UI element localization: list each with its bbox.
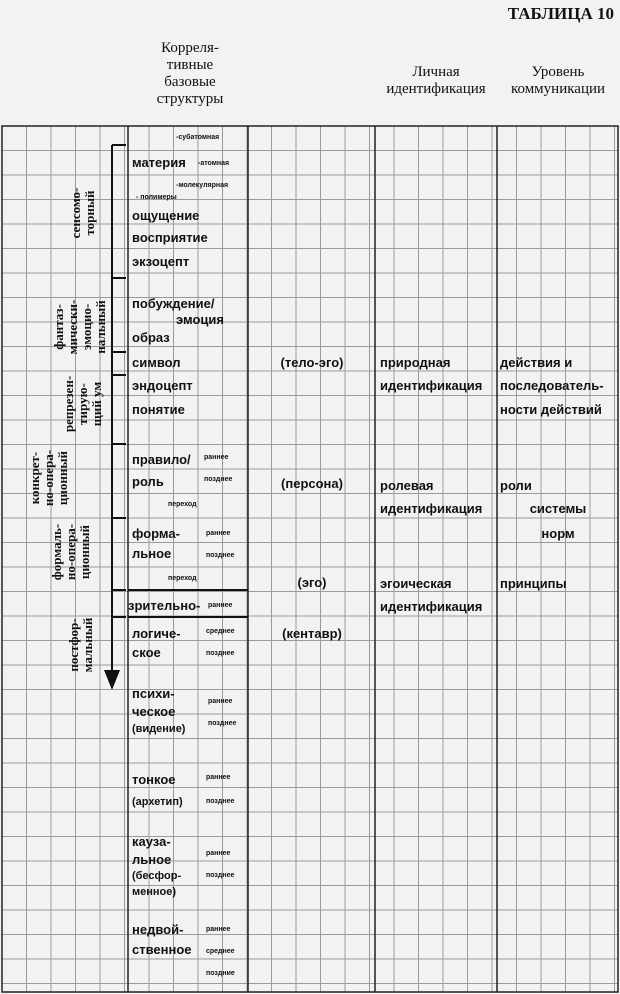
communication-header: Уровень коммуникации <box>510 64 606 97</box>
roles-label: роли <box>500 478 532 493</box>
psychic-label-1: психи- <box>132 686 175 701</box>
rule-label: правило/ <box>132 452 191 467</box>
table-title: ТАБЛИЦА 10 <box>507 4 614 23</box>
systems-label-2: норм <box>541 526 575 541</box>
role-label: роль <box>132 474 164 489</box>
concept-label: понятие <box>132 402 185 417</box>
endocept-label: эндоцепт <box>132 378 193 393</box>
impulse-label: побуждение/ <box>132 296 215 311</box>
actions-label-1: действия и <box>500 355 573 370</box>
transition-1-label: переход <box>168 501 197 508</box>
causal-label-4: менное) <box>132 886 177 898</box>
formal-label-2: льное <box>132 546 172 561</box>
vision-logic-label: зрительно- <box>128 598 201 613</box>
stage-postformal: постфор- мальный <box>66 617 95 673</box>
natural-id-label-2: идентификация <box>380 378 483 393</box>
principles-label: принципы <box>500 576 567 591</box>
subtle-early-label: раннее <box>206 774 231 781</box>
structures-header: Корреля- тивные базовые структуры <box>156 40 224 107</box>
stage-fantasmic: фантаз- мически- эмоцио- нальный <box>51 299 108 355</box>
psychic-label-2: ческое <box>132 704 176 719</box>
stage-concrete: конкрет- но-опера- ционный <box>27 449 70 507</box>
actions-label-2: последователь- <box>500 378 604 393</box>
logical-label-1: логиче- <box>132 626 181 641</box>
formal-late-label: позднее <box>206 552 235 559</box>
identification-header: Личная идентификация <box>386 64 486 97</box>
role-id-label-2: идентификация <box>380 501 483 516</box>
nondual-middle-label: среднее <box>206 948 235 955</box>
transition-2-label: переход <box>168 575 197 582</box>
vision-early-label: раннее <box>208 602 233 609</box>
formal-label-1: форма- <box>132 526 180 541</box>
psychic-late-label: позднее <box>208 720 237 727</box>
molecular-label: -молекулярная <box>176 182 229 189</box>
rule-late-label: позднее <box>204 476 233 483</box>
causal-early-label: раннее <box>206 850 231 857</box>
image-label: образ <box>132 330 170 345</box>
stage-formal: формаль- но-опера- ционный <box>49 523 92 581</box>
nondual-label-2: ственное <box>132 942 192 957</box>
logical-late-label: позднее <box>206 650 235 657</box>
polymers-label: - полимеры <box>136 194 177 201</box>
nondual-label-1: недвой- <box>132 922 184 937</box>
logical-middle-label: среднее <box>206 628 235 635</box>
role-id-label-1: ролевая <box>380 478 434 493</box>
systems-label-1: системы <box>529 501 587 516</box>
causal-label-1: кауза- <box>132 834 171 849</box>
causal-label-2: льное <box>132 852 172 867</box>
exocept-label: экзоцепт <box>132 254 190 269</box>
formal-early-label: раннее <box>206 530 231 537</box>
stage-sensomotor: сенсомо- торный <box>68 187 97 239</box>
egoic-id-label-1: эгоическая <box>380 576 452 591</box>
centaur-label: (кентавр) <box>282 626 342 641</box>
rule-early-label: раннее <box>204 454 229 461</box>
subtle-late-label: позднее <box>206 798 235 805</box>
emotion-label: эмоция <box>176 312 224 327</box>
matter-label: материя <box>132 155 186 170</box>
psychic-label-3: (видение) <box>132 723 186 735</box>
atomic-label: -атомная <box>198 160 230 167</box>
causal-label-3: (бесфор- <box>132 870 182 882</box>
subtle-label-2: (архетип) <box>132 796 183 808</box>
logical-label-2: ское <box>132 645 161 660</box>
natural-id-label-1: природная <box>380 355 451 370</box>
nondual-late-label: поздние <box>206 970 235 977</box>
stage-representing: репрезен- тирую- щий ум <box>61 375 104 433</box>
symbol-label: символ <box>132 355 181 370</box>
nondual-early-label: раннее <box>206 926 231 933</box>
causal-late-label: позднее <box>206 872 235 879</box>
ego-label: (эго) <box>297 575 327 590</box>
actions-label-3: ности действий <box>500 402 602 417</box>
table-border <box>2 126 618 992</box>
subtle-label-1: тонкое <box>132 772 176 787</box>
perception-label: восприятие <box>132 230 208 245</box>
egoic-id-label-2: идентификация <box>380 599 483 614</box>
sensation-label: ощущение <box>132 208 200 223</box>
persona-label: (персона) <box>281 476 343 491</box>
body-ego-label: (тело-эго) <box>280 355 344 370</box>
down-arrow-icon <box>104 670 120 690</box>
subatomic-label: -субатомная <box>176 134 220 141</box>
psychic-early-label: раннее <box>208 698 233 705</box>
